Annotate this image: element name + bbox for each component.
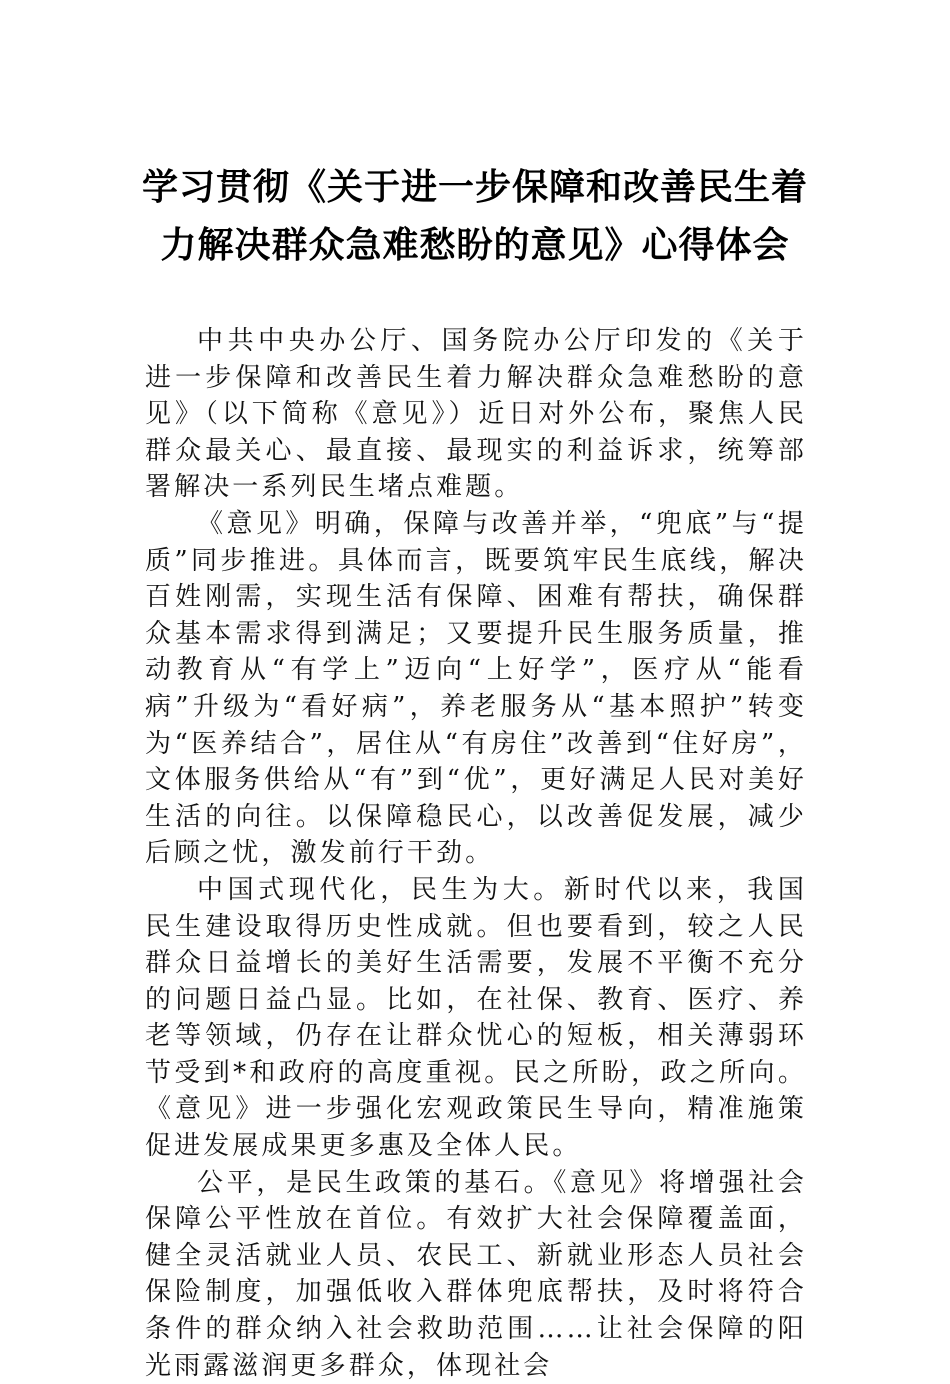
paragraph-4: 公平，是民生政策的基石。《意见》将增强社会保障公平性放在首位。有效扩大社会保障覆盖面，健全灵活就业人员、农民工、新就业形态人员社会保险制度，加强低收入群体兜底帮扶，及时将符合条件的群众纳入社会救助范围……让社会保障的阳光雨露滋润更多群众，体现社会 bbox=[145, 1167, 807, 1381]
document-title bbox=[100, 158, 850, 274]
paragraph-1: 中共中央办公厅、国务院办公厅印发的《关于进一步保障和改善民生着力解决群众急难愁盼的意见》（以下简称《意见》）近日对外公布，聚焦人民群众最关心、最直接、最现实的利益诉求，统筹部署解决一系列民生堵点难题。 bbox=[145, 326, 807, 503]
paragraph-3: 中国式现代化，民生为大。新时代以来，我国民生建设取得历史性成就。但也要看到，较之人民群众日益增长的美好生活需要，发展不平衡不充分的问题日益凸显。比如，在社保、教育、医疗、养老等领域，仍存在让群众忧心的短板，相关薄弱环节受到*和政府的高度重视。民之所盼，政之所向。《意见》进一步强化宏观政策民生导向，精准施策促进发展成果更多惠及全体人民。 bbox=[145, 874, 807, 1162]
title-line-2: 力解决群众急难愁盼的意见》心得体会 bbox=[160, 224, 790, 266]
paragraph-2: 《意见》明确，保障与改善并举，“兜底”与“提质”同步推进。具体而言，既要筑牢民生底线，解决百姓刚需，实现生活有保障、困难有帮扶，确保群众基本需求得到满足；又要提升民生服务质量，推动教育从“有学上”迈向“上好学”，医疗从“能看病”升级为“看好病”，养老服务从“基本照护”转变为“医养结合”，居住从“有房住”改善到“住好房”，文体服务供给从“有”到“优”，更好满足人民对美好生活的向往。以保障稳民心，以改善促发展，减少后顾之忧，激发前行干劲。 bbox=[145, 508, 807, 869]
document-body bbox=[145, 323, 807, 1384]
title-line-1: 学习贯彻《关于进一步保障和改善民生着 bbox=[141, 166, 808, 208]
